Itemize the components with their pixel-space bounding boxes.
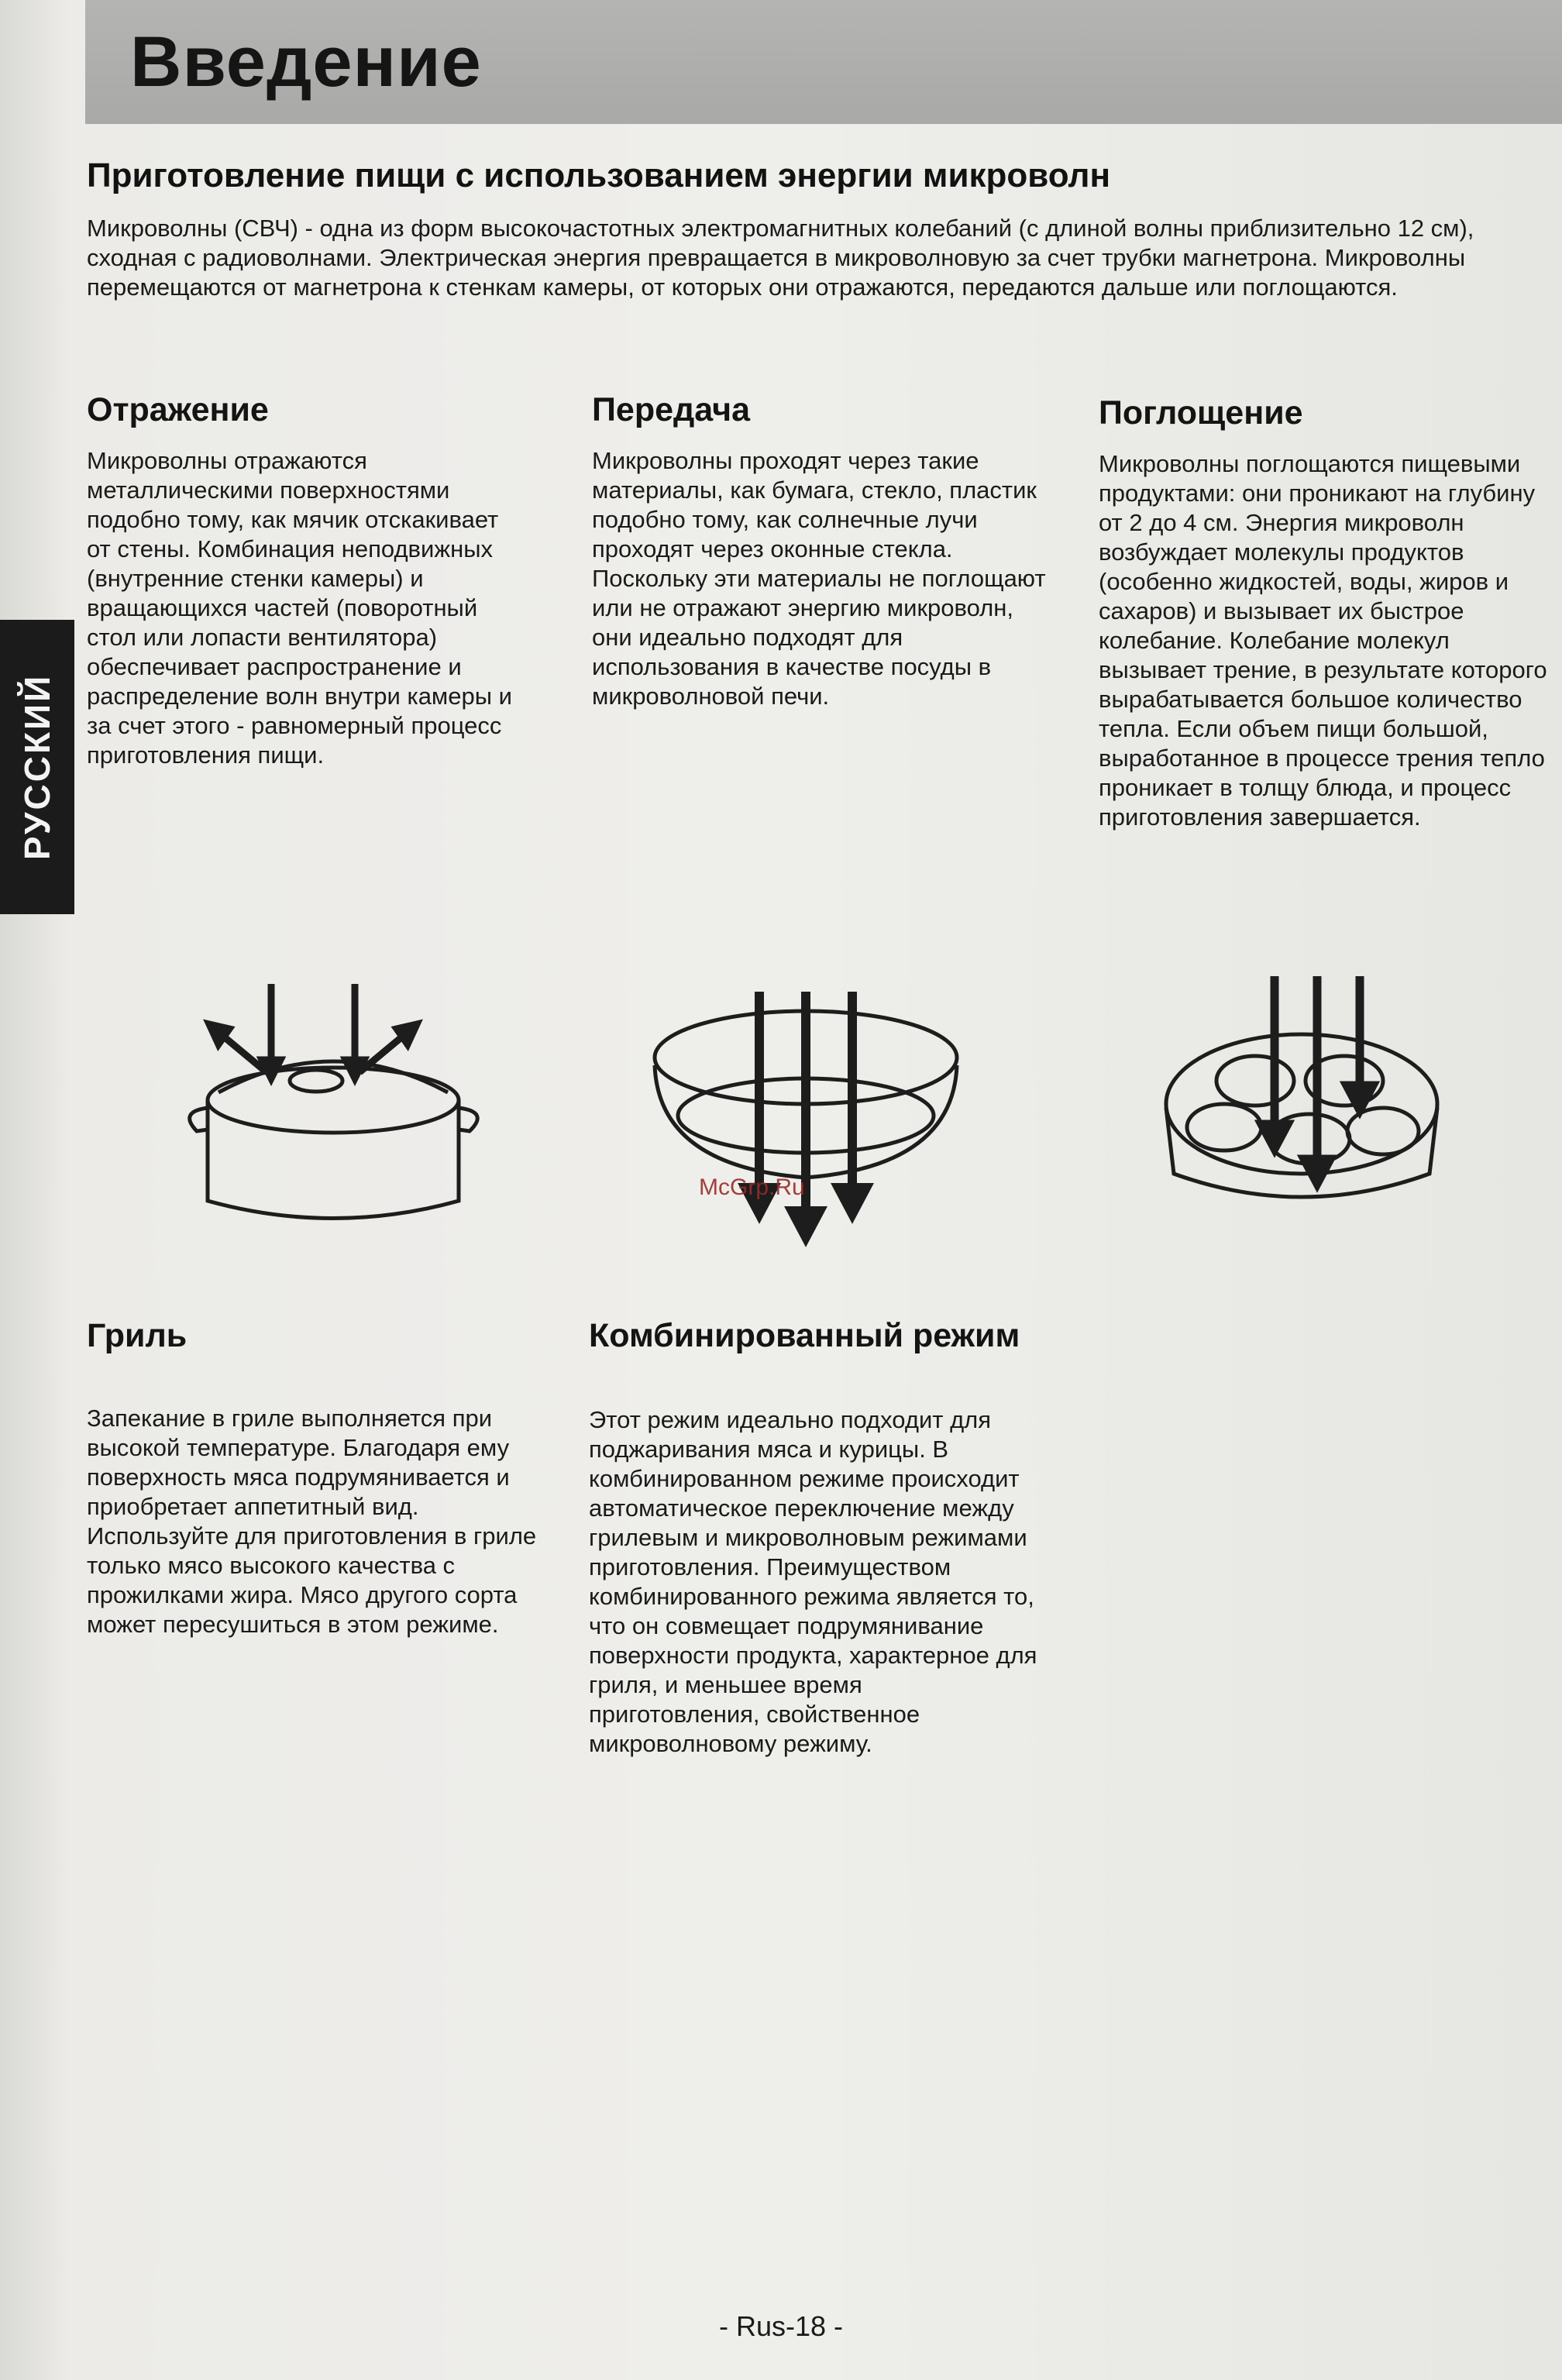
combination-text: Этот режим идеально подходит для поджаривания мяса и курицы. В комбинированном режиме происходит автоматическое переключение между грилевым и микроволновым режимами приготовления. Преимуществом комбинированного режима является то, что он совмещает подрумянивание поверхности продукта, характерное для гриля, и меньшее время приготовления, свойственное микроволновому режиму. <box>589 1406 1037 1757</box>
language-tab-label: РУССКИЙ <box>17 673 57 861</box>
grill-heading: Гриль <box>87 1317 188 1354</box>
reflection-text: Микроволны отражаются металлическими поверхностями подобно тому, как мячик отскакивает от стены. Комбинация неподвижных (внутренние стенки камеры) и вращающихся частей (поворотный стол или лопасти вентилятора) обеспечивает распространение и распределение волн внутри камеры и за счет этого - равномерный процесс приготовления пищи. <box>87 447 512 769</box>
food-item-1 <box>1216 1056 1294 1106</box>
pot-rim <box>208 1068 459 1133</box>
absorption-heading: Поглощение <box>1099 394 1303 432</box>
transmission-text: Микроволны проходят через такие материалы, как бумага, стекло, пластик подобно тому, как солнечные лучи проходят через оконные стекла. Поскольку эти материалы не поглощают или не отражают энергию микроволн, они идеально подходят для использования в качестве посуды в микроволновой печи. <box>592 447 1046 710</box>
lid-knob <box>290 1070 342 1092</box>
pot-handle-left <box>190 1108 208 1131</box>
absorption-dish-illustration <box>1154 972 1449 1251</box>
combination-heading: Комбинированный режим <box>589 1317 1020 1354</box>
grill-text: Запекание в гриле выполняется при высокой температуре. Благодаря ему поверхность мяса подрумянивается и приобретает аппетитный вид. Используйте для приготовления в гриле только мясо высокого качества с прожилками жира. Мясо другого сорта может пересушиться в этом режиме. <box>87 1405 537 1638</box>
food-item-3 <box>1187 1104 1261 1150</box>
reflection-pot-illustration <box>186 968 480 1247</box>
transmission-heading: Передача <box>592 391 751 428</box>
page-title: Введение <box>130 22 482 101</box>
watermark: McGrp.Ru <box>699 1175 805 1200</box>
intro-paragraph: Микроволны (СВЧ) - одна из форм высокочастотных электромагнитных колебаний (с длиной волны приблизительно 12 см), сходная с радиоволнами. Электрическая энергия превращается в микроволновую за счет трубки магнетрона. Микроволны перемещаются от магнетрона к стенкам камеры, от которых они отражаются, передаются дальше или поглощаются. <box>87 215 1474 301</box>
transmission-dish-illustration <box>643 988 969 1259</box>
reflection-heading: Отражение <box>87 391 269 428</box>
page-number: - Rus-18 - <box>718 2310 844 2342</box>
wave-arrow-out-left <box>220 1034 267 1072</box>
section-heading: Приготовление пищи с использованием энергии микроволн <box>87 156 1111 194</box>
pot-handle-right <box>459 1108 477 1131</box>
absorption-text: Микроволны поглощаются пищевыми продуктами: они проникают на глубину от 2 до 4 см. Энергия микроволн возбуждает молекулы продуктов (особенно жидкостей, воды, жиров и сахаров) и вызывает их быстрое колебание. Колебание молекул вызывает трение, в результате которого вырабатывается большое количество тепла. Если объем пищи большой, выработанное в процессе трения тепло проникает в толщу блюда, и процесс приготовления завершается. <box>1099 450 1547 831</box>
pot-body <box>208 1100 459 1219</box>
